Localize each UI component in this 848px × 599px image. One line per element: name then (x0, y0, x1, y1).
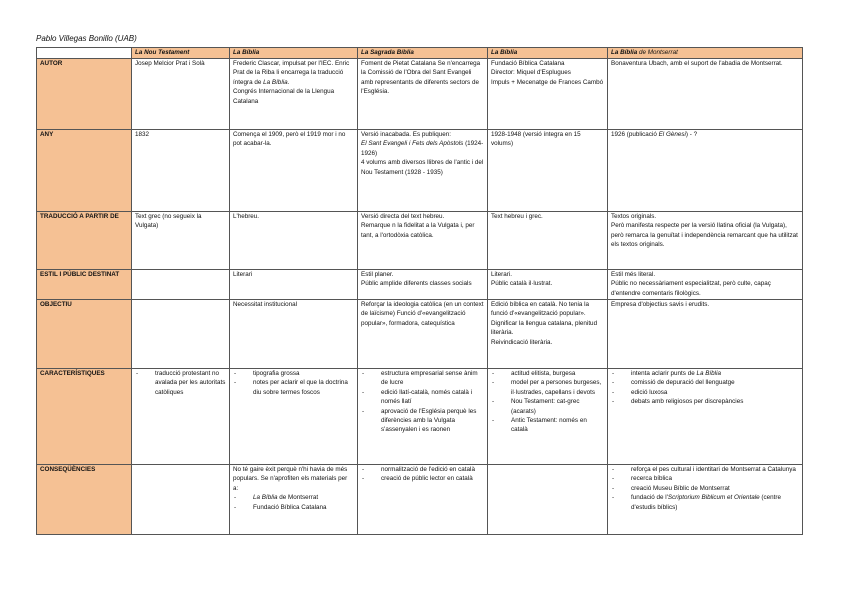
cell-autor-2: Frederic Clascar, impulsat per l'IEC. Enric Prat de la Riba li encarrega la traducció íntegra de La Bíblia. Congrés Internacional de la Llengua Catalana (230, 59, 358, 130)
cell-any-1: 1832 (132, 130, 230, 212)
list-item: - creació Museu Bíblic de Montserrat (611, 484, 799, 493)
list-item: - reforça el pes cultural i identitari de Montserrat a Catalunya (611, 465, 799, 474)
cell-traduccio-5: Textos originals. Però manifesta respecte per la versió llatina oficial (la Vulgata), però remarca la genuïtat i independència remarcant que ha utilitzat els textos originals. (608, 212, 803, 270)
list-item: - notes per aclarir el que la doctrina diu sobre termes foscos (233, 378, 354, 397)
row-label-estil: ESTIL I PÚBLIC DESTINAT (37, 270, 132, 300)
row-traduccio (37, 212, 803, 270)
row-consequencies (37, 465, 803, 535)
cell-any-2: Comença el 1909, però el 1919 mor i no pot acabar-la. (230, 130, 358, 212)
list-item: - estructura empresarial sense ànim de lucre (361, 369, 484, 388)
row-label-caracteristiques: CARACTERÍSTIQUES (37, 369, 132, 465)
list-item: - normalització de l'edició en català (361, 465, 484, 474)
header-col-3: La Sagrada Bíblia (358, 48, 488, 59)
list-item: - Fundació Bíblica Catalana (233, 503, 354, 512)
author-caption: Pablo Villegas Bonillo (UAB) (36, 34, 137, 43)
list-item: - edició llatí-català, només català i només llatí (361, 388, 484, 407)
list-item: - traducció protestant no avalada per les autoritats catòliques (135, 369, 226, 397)
cell-caracteristiques-5 (608, 369, 803, 465)
cell-estil-2: Literari (230, 270, 358, 300)
cell-autor-4: Fundació Bíblica Catalana Director: Miquel d'Esplugues Impuls + Mecenatge de Frances Cambó (488, 59, 608, 130)
cell-autor-5: Bonaventura Ubach, amb el suport de l'abadia de Montserrat. (608, 59, 803, 130)
list-item: - intenta aclarir punts de La Bíblia (611, 369, 799, 378)
cell-caracteristiques-4 (488, 369, 608, 465)
header-col-5: La Bíblia de Montserrat (608, 48, 803, 59)
cell-traduccio-1: Text grec (no segueix la Vulgata) (132, 212, 230, 270)
list-item: - La Bíblia de Montserrat (233, 493, 354, 502)
list-item: - fundació de l'Scriptorium Biblicum et Orientale (centre d'estudis bíblics) (611, 493, 799, 512)
header-row (37, 48, 803, 59)
cell-caracteristiques-1 (132, 369, 230, 465)
cell-caracteristiques-2 (230, 369, 358, 465)
row-estil (37, 270, 803, 300)
cell-estil-3: Estil planer. Públic amplide diferents classes socials (358, 270, 488, 300)
row-any (37, 130, 803, 212)
cell-estil-4: Literari. Públic català il·lustrat. (488, 270, 608, 300)
cell-consequencies-3 (358, 465, 488, 535)
cell-estil-5: Estil més literal. Públic no necessàriament especialitzat, però culte, capaç d'entendre comentaris filològics. (608, 270, 803, 300)
cell-objectiu-3: Reforçar la ideologia catòlica (en un context de laïcisme) Funció d'«evangelització popular», formadora, catequística (358, 300, 488, 369)
list-item: - recerca bíblica (611, 474, 799, 483)
list-item: - Nou Testament: cat-grec (acarats) (491, 397, 604, 416)
cell-autor-3: Foment de Pietat Catalana Se n'encarrega la Comissió de l'Obra del Sant Evangeli amb representants de diferents sectors de l'Església. (358, 59, 488, 130)
header-col-4: La Bíblia (488, 48, 608, 59)
cell-consequencies-2: No té gaire èxit perquè n'hi havia de més populars. Se n'aprofiten els materials per a: - La Bíblia de Montserrat - Fundació Bíblica Catalana (230, 465, 358, 535)
row-label-traduccio: TRADUCCIÓ A PARTIR DE (37, 212, 132, 270)
list-item: - actitud elitista, burgesa (491, 369, 604, 378)
cell-any-4: 1928-1948 (versió íntegra en 15 volums) (488, 130, 608, 212)
row-label-objectiu: OBJECTIU (37, 300, 132, 369)
row-objectiu (37, 300, 803, 369)
cell-objectiu-1 (132, 300, 230, 369)
cell-traduccio-2: L'hebreu. (230, 212, 358, 270)
list-item: - Antic Testament: només en català (491, 416, 604, 435)
cell-any-5: 1926 (publicació El Gènesi) - ? (608, 130, 803, 212)
header-corner (37, 48, 132, 59)
list-item: - model per a persones burgeses, il·lustrades, capellans i devots (491, 378, 604, 397)
cell-any-3: Versió inacabada. Es publiquen: El Sant Evangeli i Fets dels Apòstols (1924-1926) 4 volums amb diversos llibres de l'antic i del Nou Testament (1928 - 1935) (358, 130, 488, 212)
cell-consequencies-5 (608, 465, 803, 535)
translation-comparison-table (36, 47, 803, 535)
cell-objectiu-4: Edició bíblica en català. No tenia la funció d'«evangelització popular». Dignificar la llengua catalana, plenitud literària. Reivindicació literària. (488, 300, 608, 369)
cell-estil-1 (132, 270, 230, 300)
cell-autor-1: Josep Melcior Prat i Solà (132, 59, 230, 130)
list-item: - edició luxosa (611, 388, 799, 397)
row-label-consequencies: CONSEQÜÈNCIES (37, 465, 132, 535)
cell-objectiu-2: Necessitat institucional (230, 300, 358, 369)
row-caracteristiques (37, 369, 803, 465)
cell-traduccio-4: Text hebreu i grec. (488, 212, 608, 270)
list-item: - tipografia grossa (233, 369, 354, 378)
cell-objectiu-5: Empresa d'objectius savis i erudits. (608, 300, 803, 369)
list-item: - comissió de depuració del llenguatge (611, 378, 799, 387)
cell-consequencies-4 (488, 465, 608, 535)
cell-caracteristiques-3 (358, 369, 488, 465)
list-item: - aprovació de l'Església perquè les diferències amb la Vulgata s'assenyalen i es raonen (361, 407, 484, 435)
cell-traduccio-3: Versió directa del text hebreu. Remarque n la fidelitat a la Vulgata i, per tant, a l'ortodòxia catòlica. (358, 212, 488, 270)
row-label-autor: AUTOR (37, 59, 132, 130)
row-autor (37, 59, 803, 130)
header-col-1: La Nou Testament (132, 48, 230, 59)
row-label-any: ANY (37, 130, 132, 212)
cell-consequencies-1 (132, 465, 230, 535)
list-item: - debats amb religiosos per discrepàncies (611, 397, 799, 406)
header-col-2: La Bíblia (230, 48, 358, 59)
list-item: - creació de públic lector en català (361, 474, 484, 483)
